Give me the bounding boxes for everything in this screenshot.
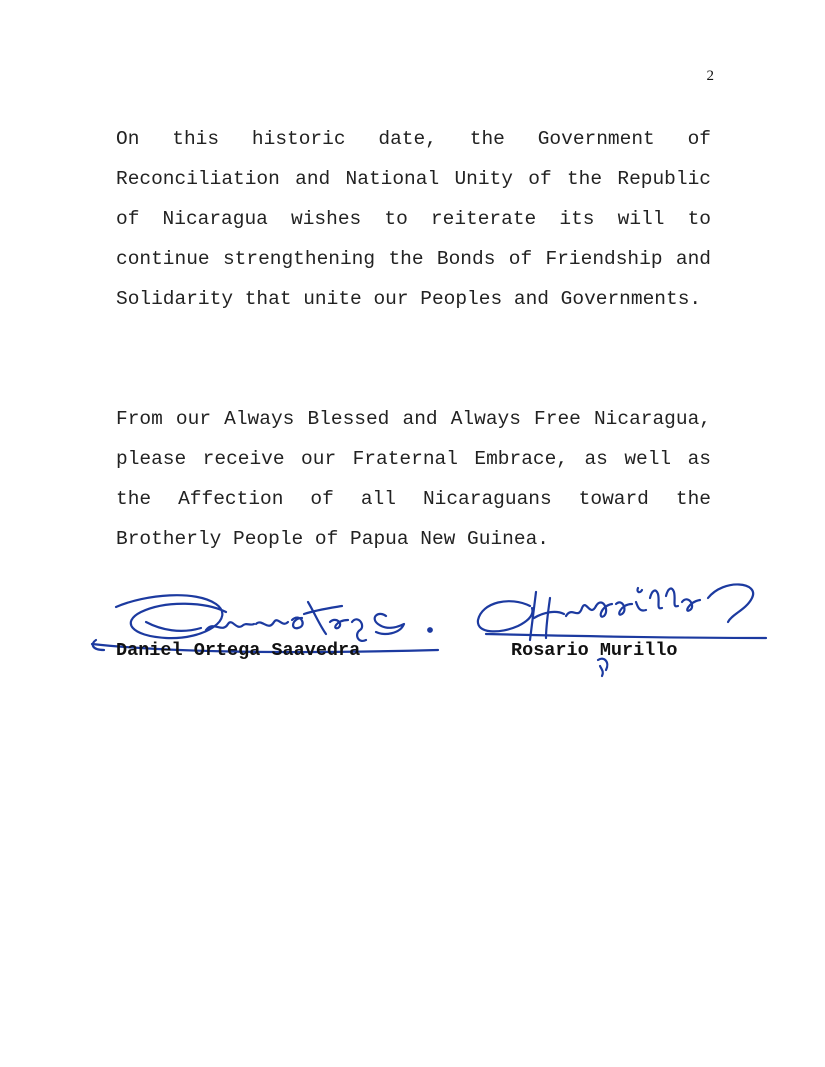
signatory-name-daniel-ortega: Daniel Ortega Saavedra (116, 640, 361, 661)
paragraph-embrace: From our Always Blessed and Always Free Nicaragua, please receive our Fraternal Embrace, as well as the Affection of all Nicaraguans toward the Brotherly People of Papua New Guinea. (116, 408, 711, 550)
signatory-name-rosario-murillo: Rosario Murillo (511, 640, 678, 661)
signature-daniel-ortega (86, 582, 446, 682)
page-number: 2 (706, 68, 714, 84)
signature-rosario-murillo (470, 562, 770, 682)
paragraph-reiteration: On this historic date, the Government of Reconciliation and National Unity of the Republic of Nicaragua wishes to reiterate its will to continue strengthening the Bonds of Friendship and Solidarity that unite our Peoples and Governments. (116, 128, 711, 310)
